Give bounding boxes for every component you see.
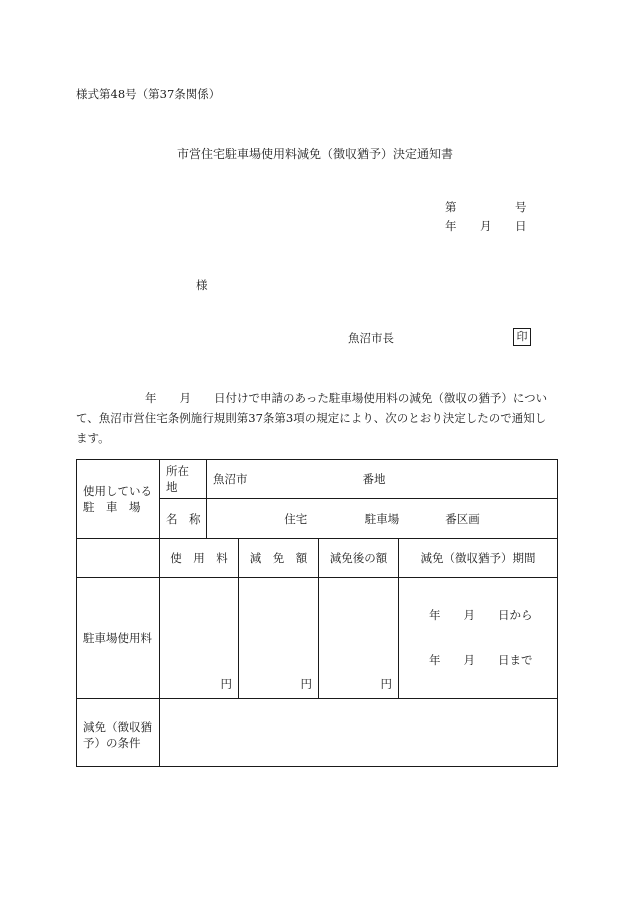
header-blank-cell xyxy=(77,539,160,578)
addressee-honorific: 様 xyxy=(196,278,208,292)
location-value: 魚沼市 番地 xyxy=(207,460,558,499)
notice-body xyxy=(76,388,558,448)
name-value: 住宅 駐車場 番区画 xyxy=(207,499,558,539)
col-fee-header: 使 用 料 xyxy=(160,539,239,578)
fee-yen-cell: 円 xyxy=(160,578,239,699)
row-fee-label: 駐車場使用料 xyxy=(77,578,160,699)
form-number: 様式第48号（第37条関係） xyxy=(76,87,221,101)
parking-in-use-line: 使用している xyxy=(83,484,152,498)
decision-table xyxy=(76,459,558,767)
reduction-yen-cell: 円 xyxy=(239,578,319,699)
col-reduction-header: 減 免 額 xyxy=(239,539,319,578)
col-period-header: 減免（徴収猶予）期間 xyxy=(399,539,558,578)
parking-in-use-line: 駐 車 場 xyxy=(83,500,141,514)
reference-number-suffix: 号 xyxy=(515,200,527,214)
conditions-value xyxy=(160,699,558,767)
after-yen-cell: 円 xyxy=(319,578,399,699)
period-to: 年 月 日まで xyxy=(429,653,533,667)
notice-body-line: 年 月 日付けで申請のあった駐車場使用料の減免（徴収の猶予）につい xyxy=(76,391,548,405)
reference-number-prefix: 第 xyxy=(445,200,457,214)
seal-stamp-icon: 印 xyxy=(513,328,531,346)
period-cell xyxy=(399,578,558,699)
notice-body-line: て、魚沼市営住宅条例施行規則第37条第3項の規定により、次のとおり決定したので通知し xyxy=(76,411,547,425)
period-from: 年 月 日から xyxy=(429,608,533,622)
parking-in-use-label xyxy=(77,460,160,539)
date-day-label: 日 xyxy=(515,219,527,233)
conditions-label xyxy=(77,699,160,767)
notice-body-line: ます。 xyxy=(76,431,110,445)
document-title: 市営住宅駐車場使用料減免（徴収猶予）決定通知書 xyxy=(176,147,453,161)
col-after-header: 減免後の額 xyxy=(319,539,399,578)
conditions-label-line: 減免（徴収猶 xyxy=(83,720,152,734)
issuer-name: 魚沼市長 xyxy=(348,331,394,345)
name-label: 名 称 xyxy=(160,499,207,539)
conditions-label-line: 予）の条件 xyxy=(83,736,141,750)
location-label: 所在地 xyxy=(160,460,207,499)
date-month-label: 月 xyxy=(480,219,492,233)
date-year-label: 年 xyxy=(445,219,457,233)
